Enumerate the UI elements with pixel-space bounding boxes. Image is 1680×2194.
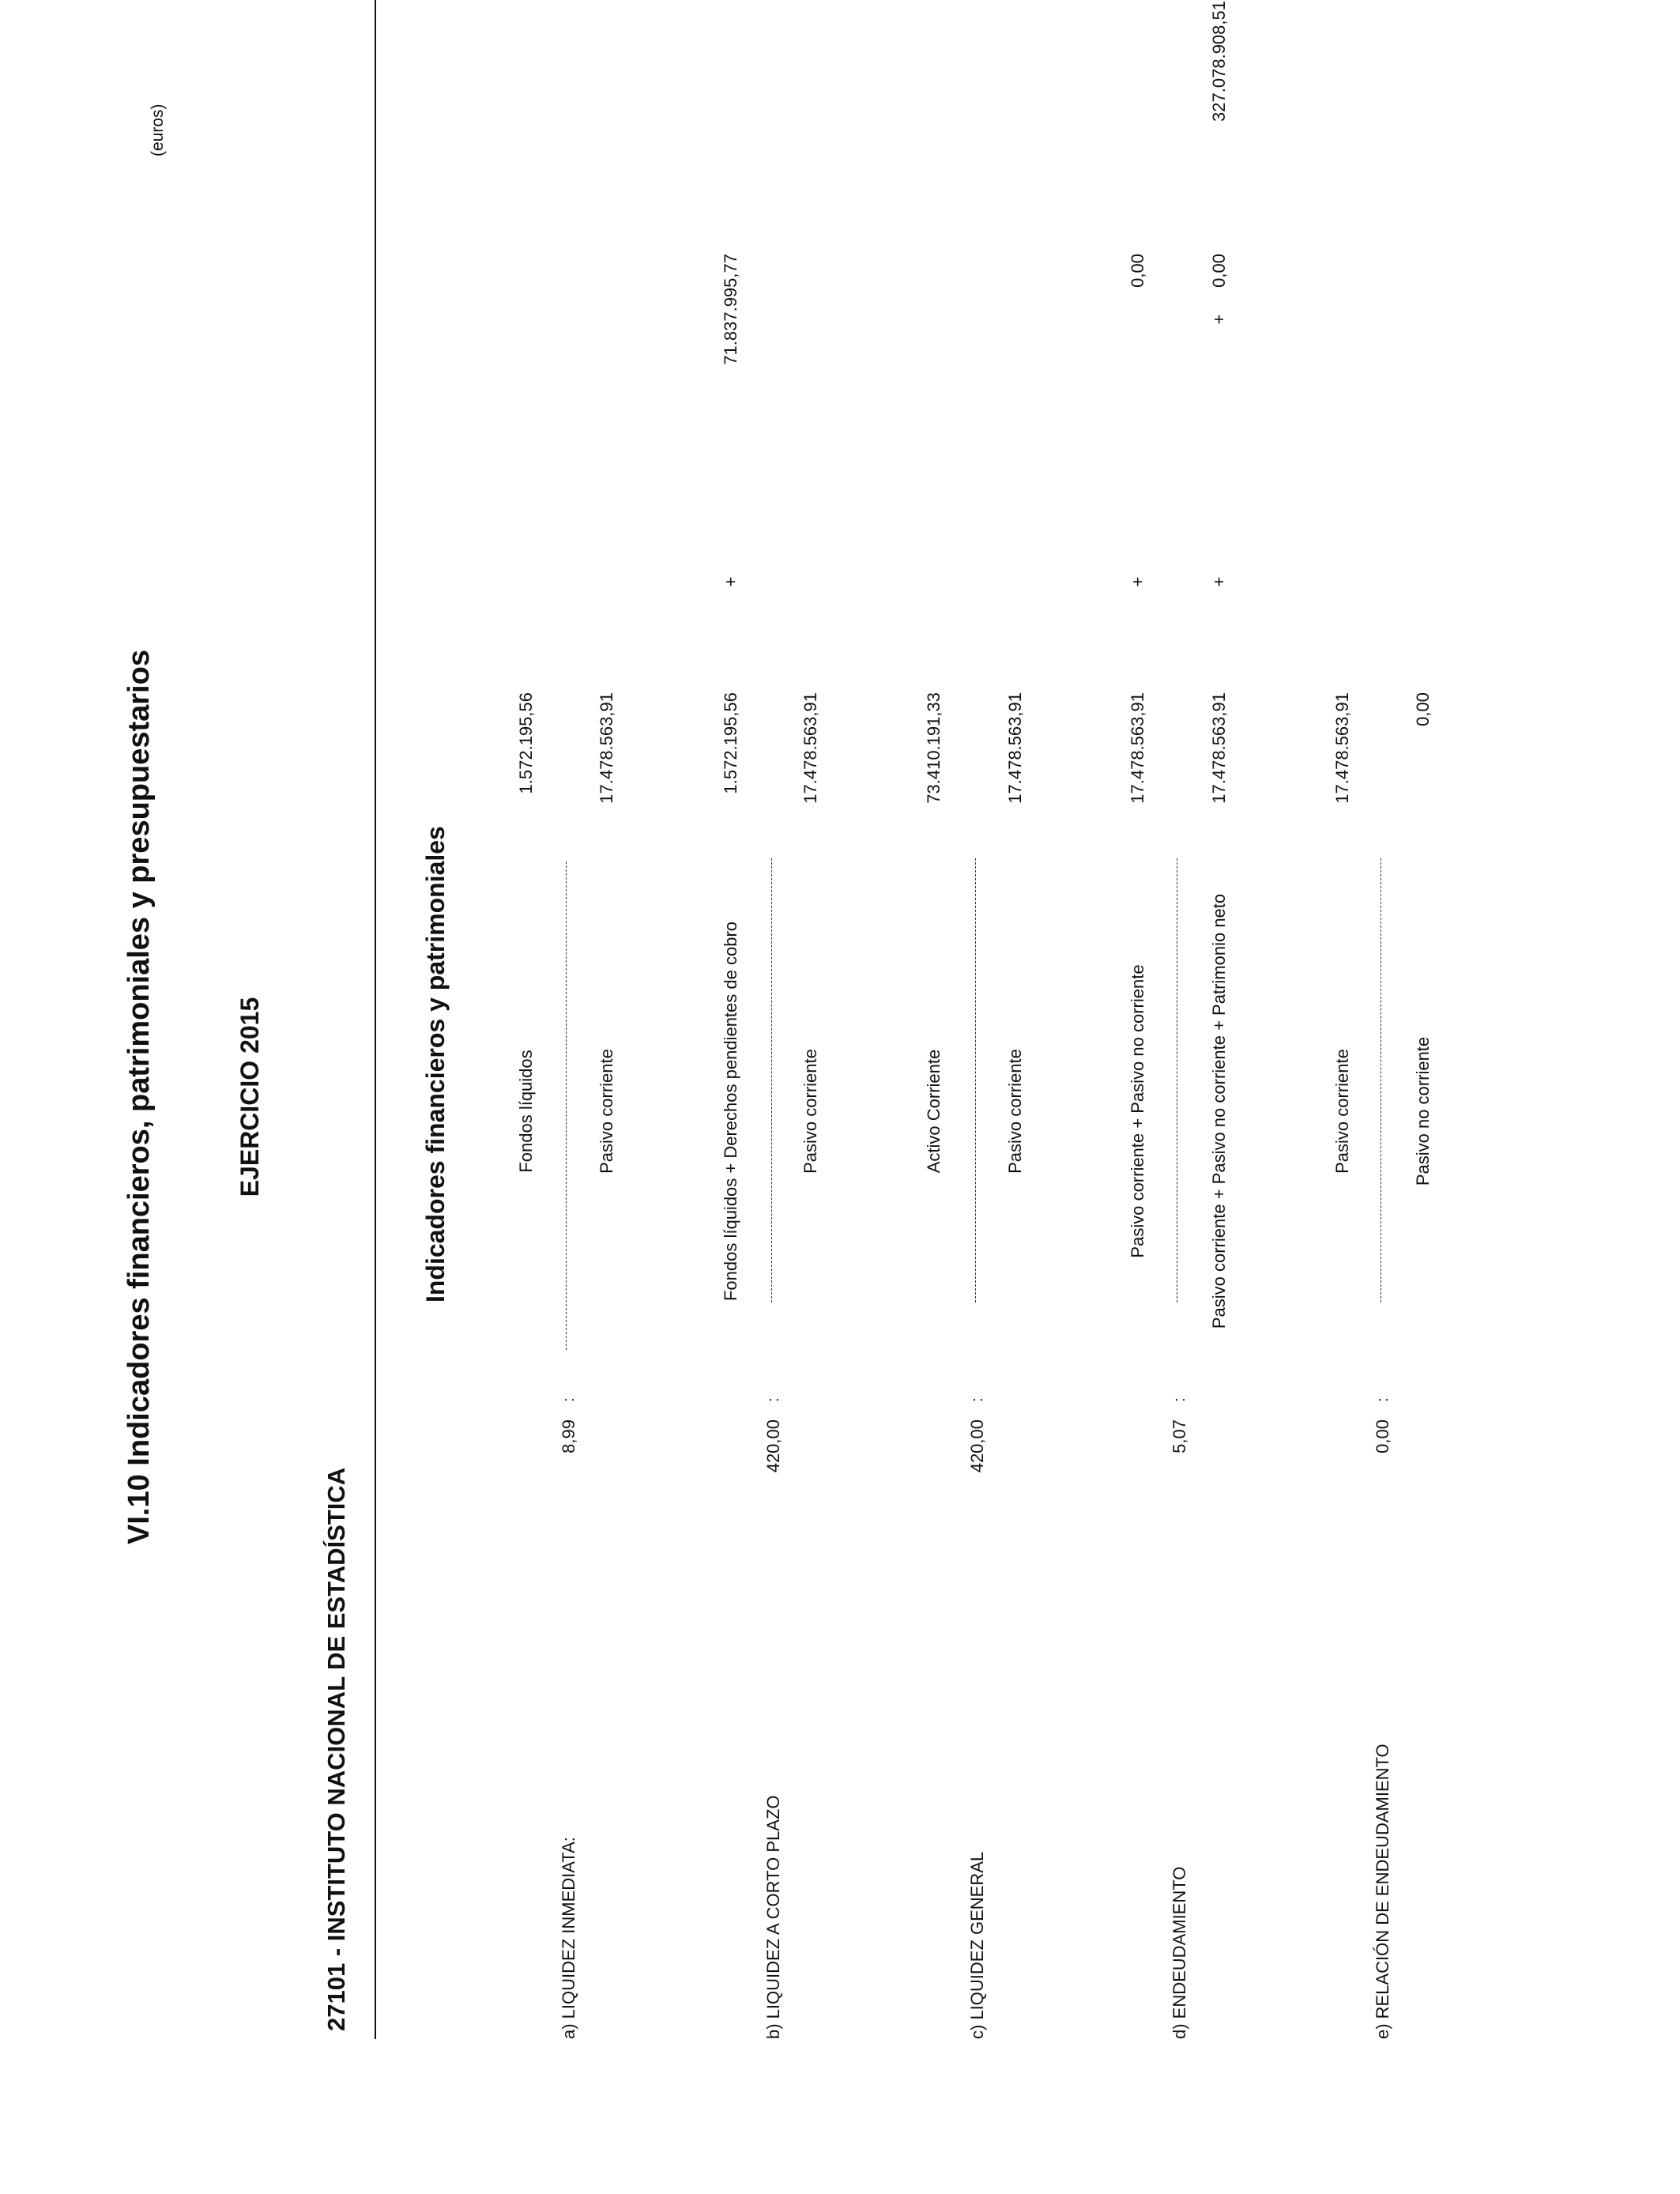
numerator-value: 17.478.563,91 — [1332, 692, 1352, 804]
header-rule — [375, 0, 376, 2039]
indicator-value: 420,00 — [763, 1419, 783, 1473]
numerator-value: 1.572.195,56 — [516, 692, 536, 794]
plus-sign: + — [1209, 576, 1229, 587]
indicator-label: b) LIQUIDEZ A CORTO PLAZO — [763, 1795, 783, 2039]
fraction-line — [566, 861, 567, 1350]
indicator-value: 5,07 — [1170, 1419, 1189, 1453]
indicator-label: c) LIQUIDEZ GENERAL — [967, 1851, 987, 2039]
fiscal-year: EJERCICIO 2015 — [235, 997, 264, 1197]
denominator-value-3: 327.078.908,51 — [1209, 1, 1229, 122]
numerator-label: Pasivo corriente + Pasivo no corriente — [1128, 964, 1147, 1258]
denominator-label: Pasivo no corriente — [1413, 1036, 1433, 1186]
denominator-value: 17.478.563,91 — [1005, 692, 1025, 804]
indicator-colon: : — [1374, 1397, 1392, 1402]
plus-sign: + — [721, 576, 740, 587]
indicator-label: a) LIQUIDEZ INMEDIATA: — [559, 1837, 578, 2039]
entity-name: 27101 - INSTITUTO NACIONAL DE ESTADÍSTICA — [322, 1467, 350, 2031]
numerator-value-2: 71.837.995,77 — [721, 254, 740, 365]
plus-sign: + — [1209, 314, 1229, 325]
plus-sign: + — [1128, 576, 1147, 587]
denominator-label: Pasivo corriente — [800, 1049, 820, 1174]
indicator-value: 8,99 — [559, 1419, 578, 1453]
indicator-colon: : — [1171, 1397, 1188, 1402]
numerator-value-1: 17.478.563,91 — [1128, 692, 1147, 804]
indicator-colon: : — [969, 1397, 986, 1402]
denominator-label: Pasivo corriente — [1005, 1049, 1025, 1174]
numerator-label: Pasivo corriente — [1332, 1049, 1352, 1174]
numerator-value-2: 0,00 — [1128, 254, 1147, 288]
indicator-colon: : — [560, 1397, 578, 1402]
fraction-line — [771, 858, 772, 1302]
denominator-value: 0,00 — [1413, 692, 1433, 726]
units-label: (euros) — [149, 104, 167, 156]
denominator-label: Pasivo corriente — [597, 1049, 616, 1174]
indicator-label: d) ENDEUDAMIENTO — [1170, 1866, 1189, 2039]
indicator-colon: : — [765, 1397, 782, 1402]
indicator-label: e) RELACIÓN DE ENDEUDAMIENTO — [1373, 1744, 1392, 2039]
numerator-label: Fondos líquidos — [516, 1050, 536, 1173]
denominator-value: 17.478.563,91 — [597, 692, 616, 804]
section-title: Indicadores financieros y patrimoniales — [421, 826, 450, 1302]
numerator-value-1: 1.572.195,56 — [721, 692, 740, 794]
denominator-value-1: 17.478.563,91 — [1209, 692, 1229, 804]
fraction-line — [975, 858, 976, 1302]
numerator-value: 73.410.191,33 — [924, 692, 944, 804]
denominator-value-2: 0,00 — [1209, 254, 1229, 288]
denominator-label: Pasivo corriente + Pasivo no corriente + Patrimonio neto — [1209, 893, 1229, 1329]
numerator-label: Activo Corriente — [924, 1049, 944, 1174]
indicator-value: 420,00 — [967, 1419, 987, 1473]
denominator-value: 17.478.563,91 — [800, 692, 820, 804]
indicator-value: 0,00 — [1373, 1419, 1392, 1453]
numerator-label: Fondos líquidos + Derechos pendientes de cobro — [721, 921, 740, 1302]
report-title: VI.10 Indicadores financieros, patrimoniales y presupuestarios — [122, 650, 156, 1544]
